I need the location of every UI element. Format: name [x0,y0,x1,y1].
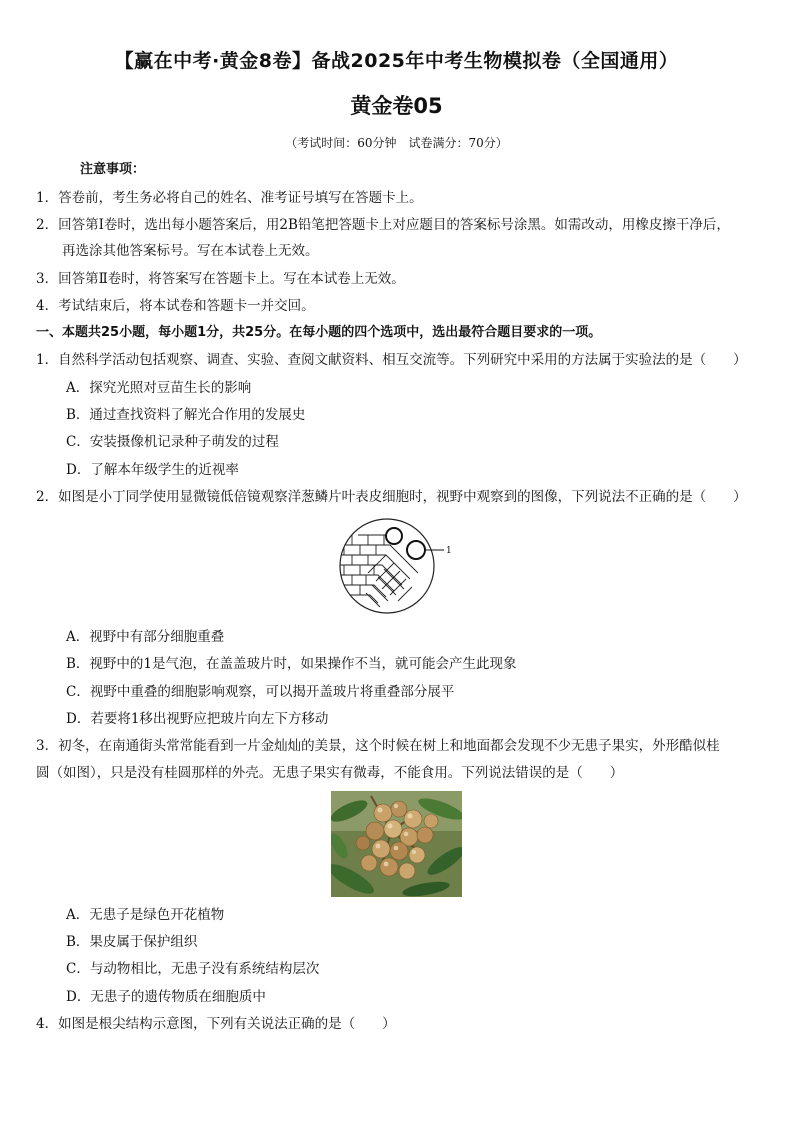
exam-subtitle: 黄金卷05 [350,94,443,118]
note-item: 再选涂其他答案标号。写在本试卷上无效。 [62,243,319,259]
option-c: C．安装摄像机记录种子萌发的过程 [66,434,279,450]
option-b: B．视野中的1是气泡，在盖盖玻片时，如果操作不当，就可能会产生此现象 [66,656,517,672]
question-stem: 3．初冬，在南通街头常常能看到一片金灿灿的美景，这个时候在树上和地面都会发现不少无患子果实，外形酷似桂 [36,738,720,754]
exam-info: （考试时间：60分钟 试卷满分：70分） [285,136,508,150]
option-a: A．无患子是绿色开花植物 [66,907,225,923]
option-c: C．视野中重叠的细胞影响观察，可以揭开盖玻片将重叠部分展平 [66,684,455,700]
note-item: 3．回答第Ⅱ卷时，将答案写在答题卡上。写在本试卷上无效。 [36,271,405,287]
option-a: A．探究光照对豆苗生长的影响 [66,380,252,396]
option-c: C．与动物相比，无患子没有系统结构层次 [66,961,320,977]
section-heading: 一、本题共25小题，每小题1分，共25分。在每小题的四个选项中，选出最符合题目要求的一项。 [36,325,602,340]
note-item: 2．回答第Ⅰ卷时，选出每小题答案后，用2B铅笔把答题卡上对应题目的答案标号涂黑。如需改动，用橡皮擦干净后， [36,217,730,233]
note-item: 1．答卷前，考生务必将自己的姓名、准考证号填写在答题卡上。 [36,190,423,206]
option-b: B．果皮属于保护组织 [66,934,198,950]
question-stem: 2．如图是小丁同学使用显微镜低倍镜观察洋葱鳞片叶表皮细胞时，视野中观察到的图像，下列说法不正确的是（ ） [36,489,747,505]
question-stem-cont: 圆（如图），只是没有桂圆那样的外壳。无患子果实有微毒，不能食用。下列说法错误的是（ ） [36,765,624,781]
option-a: A．视野中有部分细胞重叠 [66,629,225,645]
option-d: D．了解本年级学生的近视率 [66,462,239,478]
note-item: 4．考试结束后，将本试卷和答题卡一并交回。 [36,298,315,314]
soapberry-fruit-photo [331,791,462,897]
figure-label-1: 1 [446,546,452,556]
option-d: D．若要将1移出视野应把玻片向左下方移动 [66,711,329,727]
question-stem: 4．如图是根尖结构示意图，下列有关说法正确的是（ ） [36,1016,396,1032]
question-stem: 1．自然科学活动包括观察、调查、实验、查阅文献资料、相互交流等。下列研究中采用的方法属于实验法的是（ ） [36,352,747,368]
microscope-field-figure [338,515,458,617]
option-d: D．无患子的遗传物质在细胞质中 [66,989,266,1005]
option-b: B．通过查找资料了解光合作用的发展史 [66,407,306,423]
notes-heading: 注意事项： [80,162,146,177]
exam-title: 【赢在中考·黄金8卷】备战2025年中考生物模拟卷（全国通用） [114,50,679,72]
